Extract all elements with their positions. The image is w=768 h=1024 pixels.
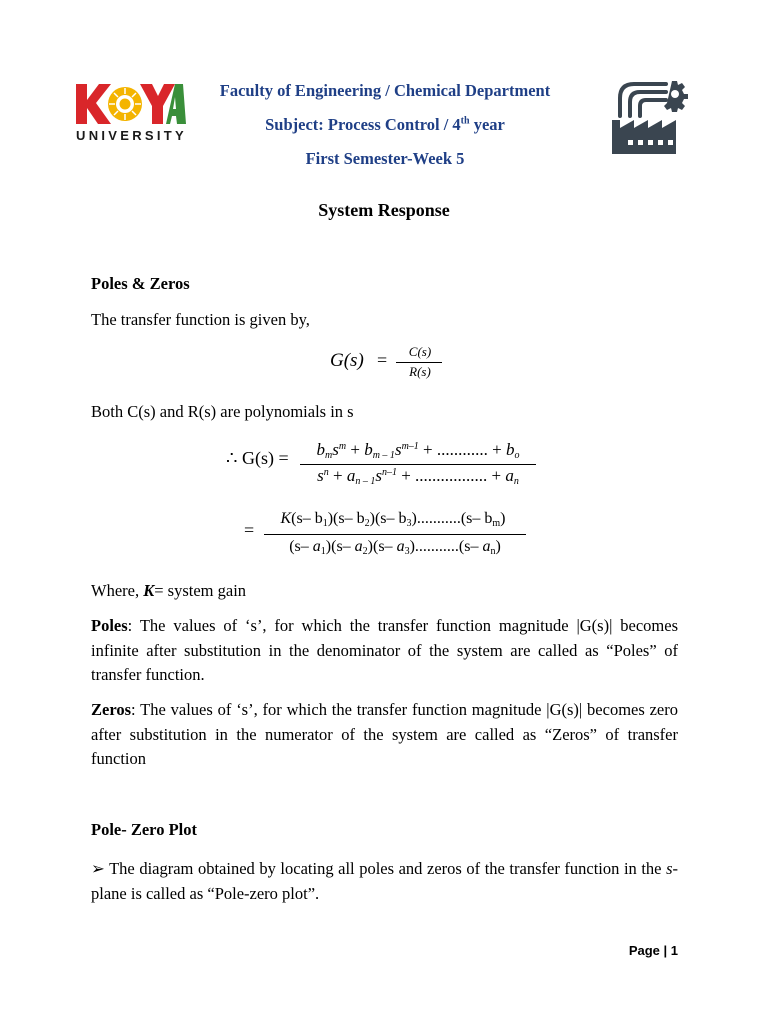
factored-equation: = K(s– $b_1)(s-$ $b_2)(s-$ $b_3)...........(s-$ $b_m$) (s– $a_1)(s-$ $a_2)(s-$ $a_3)...........(s-$ $a_n$) — [244, 508, 544, 564]
zeros-term: Zeros — [91, 700, 132, 719]
section-heading-pole-zero-plot: Pole- Zero Plot — [91, 820, 197, 839]
zeros-definition: Zeros: The values of ‘s’, for which the transfer function magnitude |G(s)| becomes zero after substitution in the numerator of the system are called as “Zeros” of transfer function — [91, 700, 678, 768]
logo-sun-icon — [108, 87, 142, 121]
polynomial-equation: ∴ G(s) = $b_ms^m + b_{m - 1}s^{m-1}$ + ............ + $b_o$ $s^n + a_{n - 1}s^{n-1}$ + ................. + $a_n$ — [226, 440, 546, 490]
koya-logo-mark — [74, 80, 186, 126]
poles-term: Poles — [91, 616, 128, 635]
logo-letter-k — [76, 84, 111, 124]
intro-text: The transfer function is given by, — [91, 310, 310, 329]
transfer-function-equation: G(s) = C(s) R(s) — [330, 342, 450, 386]
page-number: Page | 1 — [628, 943, 678, 958]
subject-line: Subject: Process Control / 4th year — [265, 115, 505, 134]
factory-icon — [606, 76, 690, 154]
polynomial-text: Both C(s) and R(s) are polynomials in s — [91, 402, 354, 421]
pole-zero-plot-text: ➢ The diagram obtained by locating all poles and zeros of the transfer function in the s-plane is called as “Pole-zero plot”. — [91, 859, 678, 903]
arrow-bullet-icon: ➢ — [91, 859, 105, 878]
page-title: System Response — [318, 200, 450, 220]
logo-subtitle: UNIVERSITY — [76, 128, 188, 143]
gain-definition: Where, K= system gain — [91, 581, 247, 600]
faculty-line: Faculty of Engineering / Chemical Department — [219, 81, 551, 100]
semester-line: First Semester-Week 5 — [305, 149, 465, 168]
section-heading-poles-zeros: Poles & Zeros — [91, 274, 190, 293]
koya-university-logo — [74, 80, 186, 146]
poles-definition: Poles: The values of ‘s’, for which the transfer function magnitude |G(s)| becomes infinite after substitution in the denominator of the system are called as “Poles” of transfer function. — [91, 616, 678, 684]
